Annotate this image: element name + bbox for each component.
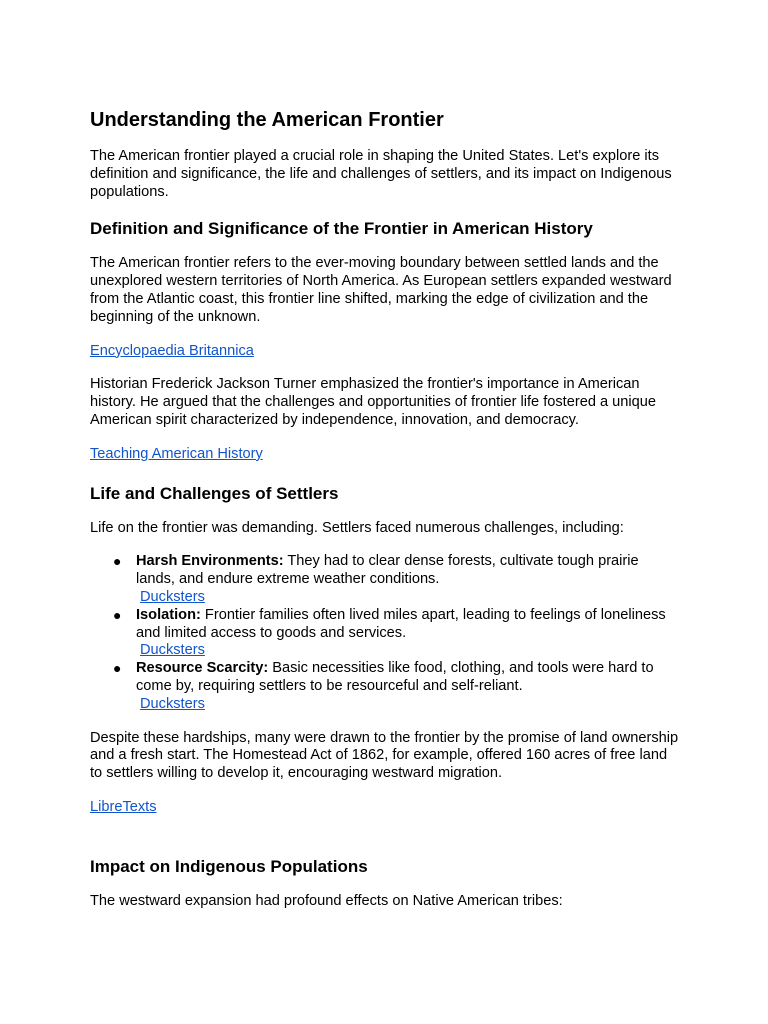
impact-heading: Impact on Indigenous Populations <box>90 856 368 876</box>
page-title: Understanding the American Frontier <box>90 109 444 131</box>
item-term: Isolation: <box>136 606 201 623</box>
list-item <box>90 607 680 660</box>
turner-paragraph: Historian Frederick Jackson Turner emphasized the frontier's importance in American history. He argued that the challenges and opportunities of frontier life fostered a unique American spirit characterized by independence, innovation, and democracy. <box>90 376 656 428</box>
list-item <box>90 553 680 606</box>
teaching-american-history-link[interactable]: Teaching American History <box>90 445 263 462</box>
ducksters-link[interactable]: Ducksters <box>140 642 205 659</box>
list-item <box>90 660 680 713</box>
ducksters-link[interactable]: Ducksters <box>140 588 205 605</box>
challenges-list <box>90 553 680 713</box>
item-text: They had to clear dense forests, cultivate tough prairie lands, and endure extreme weather conditions. <box>136 553 639 588</box>
life-heading: Life and Challenges of Settlers <box>90 483 339 503</box>
bullet-icon: ● <box>113 553 122 570</box>
intro-paragraph: The American frontier played a crucial role in shaping the United States. Let's explore its definition and significance, the life and challenges of settlers, and its impact on Indigenous populations. <box>90 148 672 200</box>
item-text: Frontier families often lived miles apart, leading to feelings of loneliness and limited access to goods and services. <box>136 606 666 641</box>
item-text: Basic necessities like food, clothing, and tools were hard to come by, requiring settlers to be resourceful and self-reliant. <box>136 660 654 694</box>
document-body <box>90 106 680 911</box>
ducksters-link[interactable]: Ducksters <box>140 695 205 712</box>
britannica-link[interactable]: Encyclopaedia Britannica <box>90 342 254 359</box>
bullet-icon: ● <box>113 606 122 623</box>
libretexts-link[interactable]: LibreTexts <box>90 798 157 815</box>
bullet-icon: ● <box>113 660 122 677</box>
definition-paragraph: The American frontier refers to the ever-moving boundary between settled lands and the unexplored western territories of North America. As European settlers expanded westward from the Atlantic coast, this frontier line shifted, marking the edge of civilization and the beginning of the unknown. <box>90 255 672 325</box>
life-lead-paragraph: Life on the frontier was demanding. Settlers faced numerous challenges, including: <box>90 519 624 536</box>
homestead-paragraph: Despite these hardships, many were drawn to the frontier by the promise of land ownership and a fresh start. The Homestead Act of 1862, for example, offered 160 acres of free land to settlers willing to develop it, encouraging westward migration. <box>90 729 679 782</box>
item-term: Resource Scarcity: <box>136 660 269 677</box>
impact-lead-paragraph: The westward expansion had profound effects on Native American tribes: <box>90 892 563 909</box>
definition-heading: Definition and Significance of the Frontier in American History <box>90 219 593 239</box>
item-term: Harsh Environments: <box>136 553 284 570</box>
